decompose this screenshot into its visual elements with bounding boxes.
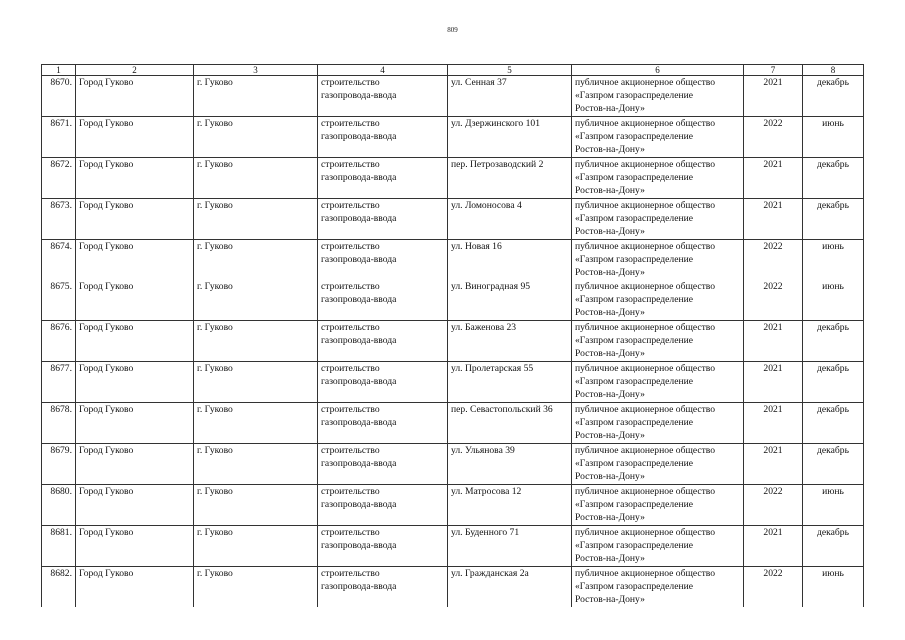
work-line: газопровода-ввода — [321, 172, 397, 183]
row-number: 8673. — [42, 199, 76, 240]
table-row — [42, 199, 864, 240]
year-cell: 2022 — [744, 240, 803, 281]
organization-line: «Газпром газораспределение — [575, 90, 693, 101]
table-row — [42, 444, 864, 485]
column-header: 2 — [76, 65, 194, 76]
work-line: газопровода-ввода — [321, 499, 397, 510]
work-cell — [318, 240, 448, 281]
work-line: строительство — [321, 322, 380, 333]
work-cell — [318, 321, 448, 362]
address-cell: пер. Севастопольский 36 — [448, 403, 572, 444]
table-body — [42, 76, 864, 608]
organization-line: Ростов-на-Дону» — [575, 103, 645, 114]
address-cell: ул. Новая 16 — [448, 240, 572, 281]
organization-cell — [572, 485, 744, 526]
year-cell: 2022 — [744, 280, 803, 321]
organization-cell — [572, 240, 744, 281]
month-cell: июнь — [803, 280, 864, 321]
column-header: 5 — [448, 65, 572, 76]
row-number: 8671. — [42, 117, 76, 158]
work-line: строительство — [321, 363, 380, 374]
table-row — [42, 117, 864, 158]
organization-line: «Газпром газораспределение — [575, 458, 693, 469]
work-line: газопровода-ввода — [321, 581, 397, 592]
organization-line: Ростов-на-Дону» — [575, 185, 645, 196]
month-cell: июнь — [803, 567, 864, 608]
municipality-cell: Город Гуково — [76, 526, 194, 567]
address-cell: ул. Виноградная 95 — [448, 280, 572, 321]
table-row — [42, 403, 864, 444]
page-number: 809 — [447, 26, 458, 34]
work-line: строительство — [321, 486, 380, 497]
organization-line: «Газпром газораспределение — [575, 213, 693, 224]
settlement-cell: г. Гуково — [194, 199, 318, 240]
organization-line: публичное акционерное общество — [575, 118, 716, 129]
organization-cell — [572, 158, 744, 199]
row-number: 8677. — [42, 362, 76, 403]
table-row — [42, 567, 864, 608]
organization-line: Ростов-на-Дону» — [575, 471, 645, 482]
work-cell — [318, 117, 448, 158]
organization-line: публичное акционерное общество — [575, 363, 716, 374]
work-line: строительство — [321, 404, 380, 415]
work-cell — [318, 199, 448, 240]
organization-line: «Газпром газораспределение — [575, 172, 693, 183]
row-number: 8674. — [42, 240, 76, 281]
organization-cell — [572, 76, 744, 117]
work-cell — [318, 485, 448, 526]
address-cell: ул. Гражданская 2а — [448, 567, 572, 608]
row-number: 8675. — [42, 280, 76, 321]
organization-line: Ростов-на-Дону» — [575, 430, 645, 441]
work-cell — [318, 444, 448, 485]
month-cell: декабрь — [803, 199, 864, 240]
row-number: 8672. — [42, 158, 76, 199]
work-line: газопровода-ввода — [321, 540, 397, 551]
work-line: строительство — [321, 159, 380, 170]
organization-line: публичное акционерное общество — [575, 527, 716, 538]
settlement-cell: г. Гуково — [194, 240, 318, 281]
year-cell: 2021 — [744, 362, 803, 403]
settlement-cell: г. Гуково — [194, 76, 318, 117]
municipality-cell: Город Гуково — [76, 280, 194, 321]
column-header: 1 — [42, 65, 76, 76]
work-line: строительство — [321, 241, 380, 252]
month-cell: июнь — [803, 485, 864, 526]
month-cell: декабрь — [803, 444, 864, 485]
work-line: строительство — [321, 445, 380, 456]
work-line: строительство — [321, 77, 380, 88]
work-line: строительство — [321, 527, 380, 538]
organization-cell — [572, 321, 744, 362]
work-line: строительство — [321, 118, 380, 129]
table-row — [42, 280, 864, 321]
header-row — [42, 65, 864, 76]
municipality-cell: Город Гуково — [76, 485, 194, 526]
address-cell: ул. Буденного 71 — [448, 526, 572, 567]
row-number: 8680. — [42, 485, 76, 526]
work-line: газопровода-ввода — [321, 131, 397, 142]
column-header: 3 — [194, 65, 318, 76]
table-row — [42, 240, 864, 281]
month-cell: декабрь — [803, 321, 864, 362]
work-line: газопровода-ввода — [321, 417, 397, 428]
municipality-cell: Город Гуково — [76, 362, 194, 403]
year-cell: 2021 — [744, 526, 803, 567]
month-cell: декабрь — [803, 403, 864, 444]
table-row — [42, 76, 864, 117]
address-cell: ул. Баженова 23 — [448, 321, 572, 362]
table-header — [42, 65, 864, 76]
settlement-cell: г. Гуково — [194, 117, 318, 158]
year-cell: 2022 — [744, 117, 803, 158]
year-cell: 2021 — [744, 403, 803, 444]
work-line: строительство — [321, 568, 380, 579]
settlement-cell: г. Гуково — [194, 567, 318, 608]
work-cell — [318, 567, 448, 608]
work-line: газопровода-ввода — [321, 90, 397, 101]
organization-line: публичное акционерное общество — [575, 486, 716, 497]
table-row — [42, 526, 864, 567]
month-cell: июнь — [803, 240, 864, 281]
work-line: газопровода-ввода — [321, 335, 397, 346]
organization-cell — [572, 280, 744, 321]
column-header: 4 — [318, 65, 448, 76]
organization-line: публичное акционерное общество — [575, 241, 716, 252]
work-cell — [318, 76, 448, 117]
settlement-cell: г. Гуково — [194, 158, 318, 199]
organization-line: Ростов-на-Дону» — [575, 307, 645, 318]
work-line: строительство — [321, 281, 380, 292]
column-header: 8 — [803, 65, 864, 76]
month-cell: декабрь — [803, 76, 864, 117]
organization-line: публичное акционерное общество — [575, 200, 716, 211]
organization-cell — [572, 567, 744, 608]
organization-line: Ростов-на-Дону» — [575, 553, 645, 564]
address-cell: ул. Сенная 37 — [448, 76, 572, 117]
settlement-cell: г. Гуково — [194, 362, 318, 403]
organization-line: публичное акционерное общество — [575, 77, 716, 88]
work-cell — [318, 362, 448, 403]
work-line: газопровода-ввода — [321, 458, 397, 469]
month-cell: июнь — [803, 117, 864, 158]
work-line: газопровода-ввода — [321, 254, 397, 265]
work-cell — [318, 403, 448, 444]
organization-line: «Газпром газораспределение — [575, 335, 693, 346]
organization-cell — [572, 526, 744, 567]
municipality-cell: Город Гуково — [76, 199, 194, 240]
organization-line: публичное акционерное общество — [575, 445, 716, 456]
row-number: 8682. — [42, 567, 76, 608]
work-line: газопровода-ввода — [321, 213, 397, 224]
address-cell: ул. Дзержинского 101 — [448, 117, 572, 158]
organization-cell — [572, 444, 744, 485]
settlement-cell: г. Гуково — [194, 403, 318, 444]
organization-line: Ростов-на-Дону» — [575, 594, 645, 605]
table-row — [42, 321, 864, 362]
year-cell: 2022 — [744, 567, 803, 608]
organization-line: «Газпром газораспределение — [575, 417, 693, 428]
year-cell: 2021 — [744, 321, 803, 362]
address-cell: ул. Ульянова 39 — [448, 444, 572, 485]
settlement-cell: г. Гуково — [194, 444, 318, 485]
address-cell: ул. Ломоносова 4 — [448, 199, 572, 240]
organization-cell — [572, 117, 744, 158]
municipality-cell: Город Гуково — [76, 117, 194, 158]
municipality-cell: Город Гуково — [76, 76, 194, 117]
organization-line: «Газпром газораспределение — [575, 540, 693, 551]
organization-line: Ростов-на-Дону» — [575, 389, 645, 400]
municipality-cell: Город Гуково — [76, 158, 194, 199]
municipality-cell: Город Гуково — [76, 444, 194, 485]
row-number: 8679. — [42, 444, 76, 485]
year-cell: 2022 — [744, 485, 803, 526]
row-number: 8678. — [42, 403, 76, 444]
year-cell: 2021 — [744, 158, 803, 199]
month-cell: декабрь — [803, 526, 864, 567]
organization-cell — [572, 199, 744, 240]
address-cell: ул. Матросова 12 — [448, 485, 572, 526]
municipality-cell: Город Гуково — [76, 567, 194, 608]
year-cell: 2021 — [744, 199, 803, 240]
organization-line: Ростов-на-Дону» — [575, 267, 645, 278]
organization-line: «Газпром газораспределение — [575, 131, 693, 142]
table-row — [42, 485, 864, 526]
organization-line: публичное акционерное общество — [575, 281, 716, 292]
organization-cell — [572, 403, 744, 444]
organization-line: «Газпром газораспределение — [575, 581, 693, 592]
row-number: 8676. — [42, 321, 76, 362]
organization-line: публичное акционерное общество — [575, 322, 716, 333]
municipality-cell: Город Гуково — [76, 321, 194, 362]
settlement-cell: г. Гуково — [194, 526, 318, 567]
address-cell: ул. Пролетарская 55 — [448, 362, 572, 403]
organization-line: Ростов-на-Дону» — [575, 226, 645, 237]
work-cell — [318, 158, 448, 199]
year-cell: 2021 — [744, 444, 803, 485]
organization-line: Ростов-на-Дону» — [575, 144, 645, 155]
settlement-cell: г. Гуково — [194, 321, 318, 362]
organization-line: публичное акционерное общество — [575, 568, 716, 579]
organization-cell — [572, 362, 744, 403]
organization-line: публичное акционерное общество — [575, 159, 716, 170]
table-row — [42, 362, 864, 403]
month-cell: декабрь — [803, 158, 864, 199]
column-header: 6 — [572, 65, 744, 76]
row-number: 8670. — [42, 76, 76, 117]
municipality-cell: Город Гуково — [76, 240, 194, 281]
organization-line: «Газпром газораспределение — [575, 376, 693, 387]
work-cell — [318, 526, 448, 567]
organization-line: Ростов-на-Дону» — [575, 348, 645, 359]
work-line: газопровода-ввода — [321, 294, 397, 305]
year-cell: 2021 — [744, 76, 803, 117]
register-table — [41, 64, 864, 607]
work-cell — [318, 280, 448, 321]
work-line: строительство — [321, 200, 380, 211]
organization-line: «Газпром газораспределение — [575, 499, 693, 510]
settlement-cell: г. Гуково — [194, 280, 318, 321]
organization-line: публичное акционерное общество — [575, 404, 716, 415]
row-number: 8681. — [42, 526, 76, 567]
work-line: газопровода-ввода — [321, 376, 397, 387]
settlement-cell: г. Гуково — [194, 485, 318, 526]
month-cell: декабрь — [803, 362, 864, 403]
organization-line: Ростов-на-Дону» — [575, 512, 645, 523]
organization-line: «Газпром газораспределение — [575, 254, 693, 265]
municipality-cell: Город Гуково — [76, 403, 194, 444]
table-row — [42, 158, 864, 199]
column-header: 7 — [744, 65, 803, 76]
address-cell: пер. Петрозаводский 2 — [448, 158, 572, 199]
organization-line: «Газпром газораспределение — [575, 294, 693, 305]
